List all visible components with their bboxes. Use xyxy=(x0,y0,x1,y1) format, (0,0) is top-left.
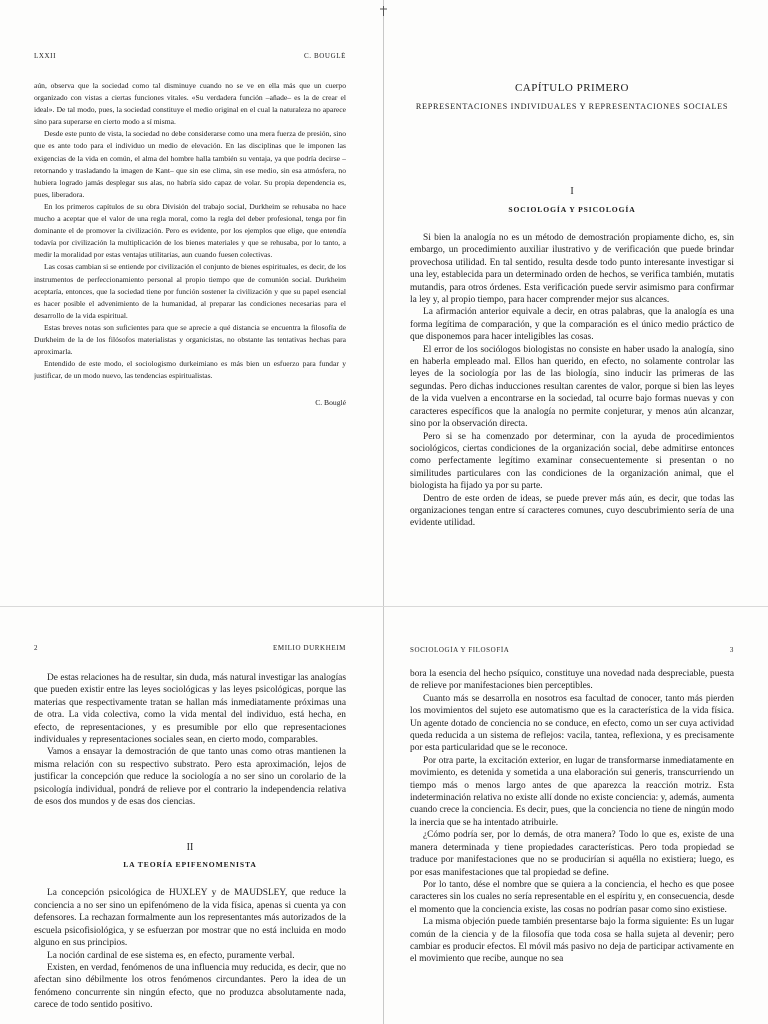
page-number: 2 xyxy=(34,644,39,652)
paragraph: De estas relaciones ha de resultar, sin duda, más natural investigar las analogías que pueden existir entre las leyes sociológicas y las leyes psicológicas, porque las materias que respectivamente tratan se hallan más inmediatamente próximas una de otra. La vida colectiva, como la vida mental del individuo, está hecha, en efecto, de representaciones, y es presumible por ello que representaciones individuales y representaciones sociales sean, en cierto modo, comparables. xyxy=(34,673,346,746)
page-header xyxy=(34,52,346,60)
paragraph: La concepción psicológica de HUXLEY y de MAUDSLEY, que reduce la conciencia a no ser sino un epifenómeno de la vida física, apenas si cuenta ya con defensores. La rechazan formalmente aun los representantes más autorizados de la escuela psicofisiológica, y se esfuerzan por mostrar que no está incluida en modo alguno en sus principios. xyxy=(34,888,346,949)
section-number: II xyxy=(186,842,194,854)
running-head: C. BOUGLÉ xyxy=(304,52,346,60)
page-lxxii xyxy=(34,52,346,612)
chapter-heading xyxy=(410,82,734,114)
paragraph: Las cosas cambian si se entiende por civilización el conjunto de bienes espirituales, es decir, de los instrumentos de perfeccionamiento personal al propio tiempo que de comunión social. Durkheim aceptaría, entonces, que la sociedad tiene por función sostener la civilización y que su papel esencial es hacer posible el advenimiento de la humanidad, al preparar las condiciones necesarias para el desarrollo de la vida espiritual. xyxy=(34,262,346,320)
paragraph: El error de los sociólogos biologistas no consiste en haber usado la analogía, sino en haberla empleado mal. Ellos han querido, en efecto, no solamente controlar las leyes de la sociología por las de las biología, sino inducir las primeras de las segundas. Pero dichas inducciones resultan carentes de valor, porque si bien las leyes de la vida vuelven a encontrarse en la sociedad, tal ocurre bajo formas nuevas y con caracteres específicos que la analogía no permite conjeturar, y menos aún alcanzar, sino por la observación directa. xyxy=(410,344,734,430)
chapter-subtitle: REPRESENTACIONES INDIVIDUALES Y REPRESENTACIONES SOCIALES xyxy=(415,102,729,111)
scan-mark-icon xyxy=(379,6,388,16)
page-number: LXXII xyxy=(34,52,57,60)
page-header xyxy=(410,646,734,654)
paragraph: Estas breves notas son suficientes para que se aprecie a qué distancia se encuentra la filosofía de Durkheim de la de los filósofos materialistas y organicistas, no obstante las tentativas hechas para aproximarla. xyxy=(34,322,346,357)
paragraph: Desde este punto de vista, la sociedad no debe considerarse como una mera fuerza de presión, sino que es ante todo para el individuo un medio de elevación. En las disciplinas que le imponen las exigencias de la vida en común, el alma del hombre halla también su ventaja, ya que podría decirse –retornando y trasladando la imagen de Kant– que sin ese clima, sin ese medio, sin esa atmósfera, no hubiera logrado jamás desplegar sus alas, no habría sido capaz de volar. Su propia dependencia es, pues, liberadora. xyxy=(34,129,346,199)
page-number: 3 xyxy=(729,646,734,654)
paragraph: La afirmación anterior equivale a decir, en otras palabras, que la analogía es una forma legítima de comparación, y que la comparación es el único medio práctico de que disponemos para hacer inteligibles las cosas. xyxy=(410,307,734,343)
author-signature: C. Bouglé xyxy=(315,398,346,408)
paragraph: Si bien la analogía no es un método de demostración propiamente dicho, es, sin embargo, un procedimiento auxiliar ilustrativo y de verificación que puede brindar provechosa utilidad. En tal sentido, resulta desde todo punto interesante investigar si una ley, establecida para un determinado orden de hechos, se verifica también, mutatis mutandis, para otros órdenes. Esta verificación puede servir asimismo para confirmar la ley y, al propio tiempo, para hacer comprender mejor sus alcances. xyxy=(410,233,734,306)
page-3 xyxy=(410,646,734,1024)
paragraph: Por lo tanto, dése el nombre que se quiera a la conciencia, el hecho es que posee caracteres sin los cuales no sería representable en el espíritu y, en consecuencia, desde el momento que la conciencia existe, las cosas no podrían pasar como sino existiese. xyxy=(410,879,734,915)
paragraph: La misma objeción puede también presentarse bajo la forma siguiente: Es un lugar común de la ciencia y de la filosofía que toda cosa se halla sujeta al devenir; pero cambiar es producir efectos. El móvil más pasivo no deja de participar activamente en el movimiento que recibe, aunque no sea xyxy=(410,917,734,965)
paragraph: Dentro de este orden de ideas, se puede prever más aún, es decir, que todas las organizaciones tengan entre sí caracteres comunes, cuyo descubrimiento sería de una evidente utilidad. xyxy=(410,493,734,529)
paragraph: Por otra parte, la excitación exterior, en lugar de transformarse inmediatamente en movimiento, es detenida y sometida a una elaboración sui generis, transcurriendo un tiempo más o menos largo antes de que aparezca la reacción motriz. Esta indeterminación relativa no existe allí donde no existe conciencia: y, además, aumenta cuando crece la conciencia. Es decir, pues, que la conciencia no tiene de ningún modo la inercia que se ha intentado atribuirle. xyxy=(410,755,734,828)
section-title: LA TEORÍA EPIFENOMENISTA xyxy=(123,860,257,870)
running-head: EMILIO DURKHEIM xyxy=(273,644,346,652)
section-number: I xyxy=(570,186,574,197)
paragraph: En los primeros capítulos de su obra División del trabajo social, Durkheim se rehusaba no hace mucho a aceptar que el valor de una regla moral, como la regla del deber profesional, tenga por fin dominante el de promover la civilización. Pero es evidente, por los ejemplos que elige, que entendía todavía por civilización la multiplicación de los bienes materiales y que se rehusaba, por lo tanto, a medir la moralidad por estas ventajas utilitarias, aun cuando fuesen colectivas. xyxy=(34,201,346,260)
paragraph: aún, observa que la sociedad como tal disminuye cuando no se ve en ella más que un cuerpo organizado con vistas a ciertas funciones vitales. «Su verdadera función –añade– es la de crear el ideal». De tal modo, pues, la sociedad constituye el medio original en el cual la naturaleza no aparece sino para superarse en cierto modo a sí misma. xyxy=(34,81,346,127)
running-head: SOCIOLOGÍA Y FILOSOFÍA xyxy=(410,646,510,654)
chapter-opening-page xyxy=(410,52,734,612)
paragraph: ¿Cómo podría ser, por lo demás, de otra manera? Todo lo que es, existe de una manera determinada y tiene propiedades características. Pero toda propiedad se traduce por manifestaciones que no se producirían si aquélla no existiera; luego, es por esas manifestaciones que tal propiedad se define. xyxy=(410,830,734,878)
section-title: SOCIOLOGÍA Y PSICOLOGÍA xyxy=(508,205,636,214)
page-2 xyxy=(34,644,346,1024)
chapter-title: CAPÍTULO PRIMERO xyxy=(514,82,630,94)
section-heading xyxy=(34,842,346,869)
paragraph: bora la esencia del hecho psíquico, constituye una novedad nada despreciable, puesta de relieve por manifestaciones bien perceptibles. xyxy=(410,669,734,692)
section-heading xyxy=(410,186,734,214)
paragraph: La noción cardinal de ese sistema es, en efecto, puramente verbal. xyxy=(47,950,295,961)
paragraph: Vamos a ensayar la demostración de que tanto unas como otras mantienen la misma relación con su respectivo substrato. Pero esta aproximación, lejos de justificar la concepción que reduce la sociología a no ser sino un corolario de la psicología individual, pondrá de relieve por el contrario la independencia relativa de esos dos mundos y de esas dos ciencias. xyxy=(34,747,346,808)
page-header xyxy=(34,644,346,652)
paragraph: Cuanto más se desarrolla en nosotros esa facultad de conocer, tanto más pierden los movimientos del sujeto ese automatismo que es la característica de la vida física. Un agente dotado de conciencia no se conduce, en efecto, como un ser cuya actividad queda reducida a un sistema de reflejos: vacila, tantea, reflexiona, y es precisamente por esta particularidad que se le reconoce. xyxy=(410,693,734,754)
vertical-fold-line xyxy=(383,0,384,1024)
paragraph: Pero si se ha comenzado por determinar, con la ayuda de procedimientos sociológicos, ciertas condiciones de la organización social, debe admitirse entonces como perfectamente legítimo examinar consecuentemente si presentan o no similitudes particulares con las condiciones de la organización animal, que el biologista ha fijado ya por su parte. xyxy=(410,431,734,492)
paragraph: Existen, en verdad, fenómenos de una influencia muy reducida, es decir, que no afectan sino débilmente los otros fenómenos circundantes. Pero la idea de un fenómeno concurrente sin ningún efecto, que no produzca absolutamente nada, carece de todo sentido positivo. xyxy=(34,962,346,1011)
paragraph: Entendido de este modo, el sociologismo durkeimiano es más bien un esfuerzo para fundar y justificar, de un modo nuevo, las tendencias espiritualistas. xyxy=(34,359,346,381)
